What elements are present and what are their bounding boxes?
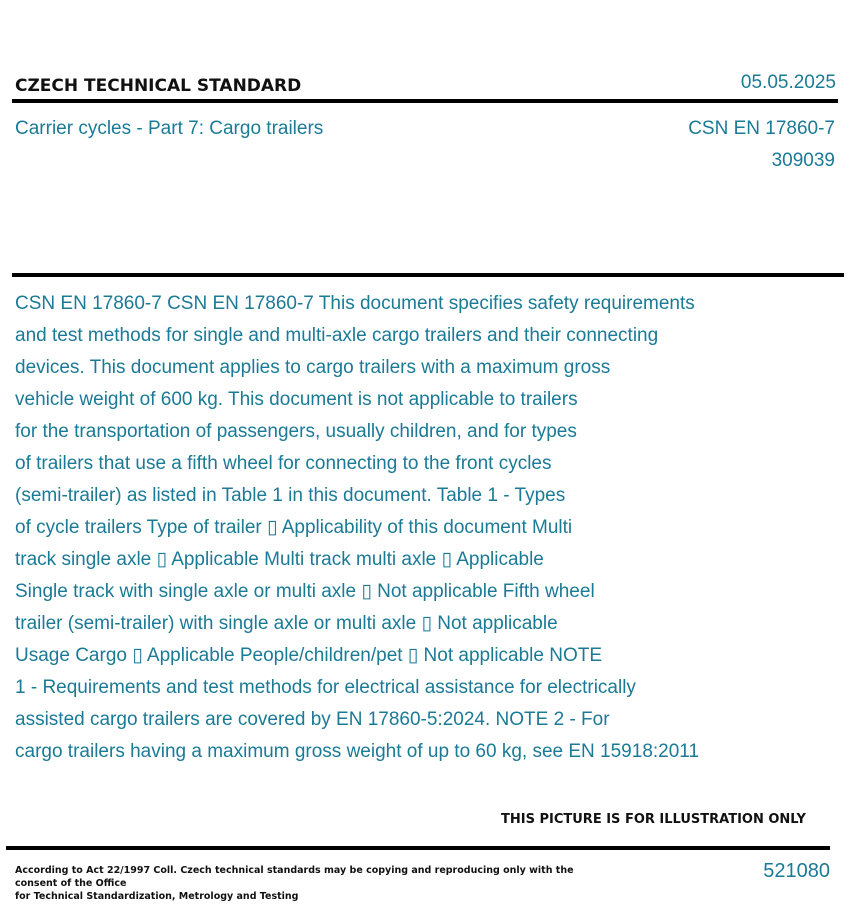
abstract-top-divider: [12, 273, 844, 277]
legal-notice-line: According to Act 22/1997 Coll. Czech technical standards may be copying and reproducing only with the consent of the Office: [15, 865, 574, 889]
abstract-line: track single axle ▯ Applicable Multi track multi axle ▯ Applicable: [15, 549, 544, 570]
abstract-line: cargo trailers having a maximum gross weight of up to 60 kg, see EN 15918:2011: [15, 741, 700, 762]
catalogue-number: 309039: [771, 150, 835, 171]
abstract-line: (semi-trailer) as listed in Table 1 in this document. Table 1 - Types: [15, 485, 566, 506]
abstract-line: trailer (semi-trailer) with single axle or multi axle ▯ Not applicable: [15, 613, 558, 634]
abstract-text: [15, 288, 815, 768]
abstract-line: for the transportation of passengers, usually children, and for types: [15, 421, 577, 442]
abstract-line: devices. This document applies to cargo trailers with a maximum gross: [15, 357, 611, 378]
standard-title: Carrier cycles - Part 7: Cargo trailers: [15, 118, 324, 139]
abstract-line: assisted cargo trailers are covered by EN 17860-5:2024. NOTE 2 - For: [15, 709, 610, 730]
header-divider: [12, 99, 838, 103]
legal-notice-line: for Technical Standardization, Metrology and Testing: [15, 891, 299, 902]
footer-divider: [6, 846, 830, 850]
abstract-line: of trailers that use a fifth wheel for connecting to the front cycles: [15, 453, 552, 474]
reference-number: 521080: [763, 860, 830, 882]
abstract-line: Single track with single axle or multi axle ▯ Not applicable Fifth wheel: [15, 581, 595, 602]
abstract-line: vehicle weight of 600 kg. This document is not applicable to trailers: [15, 389, 578, 410]
abstract-line: of cycle trailers Type of trailer ▯ Applicability of this document Multi: [15, 517, 573, 538]
abstract-line: and test methods for single and multi-axle cargo trailers and their connecting: [15, 325, 659, 346]
abstract-line: 1 - Requirements and test methods for electrical assistance for electrically: [15, 677, 636, 698]
publication-date: 05.05.2025: [740, 72, 836, 93]
illustration-disclaimer: THIS PICTURE IS FOR ILLUSTRATION ONLY: [501, 812, 806, 827]
standard-code: CSN EN 17860-7: [688, 118, 835, 139]
abstract-line: Usage Cargo ▯ Applicable People/children/pet ▯ Not applicable NOTE: [15, 645, 603, 666]
document-type-heading: CZECH TECHNICAL STANDARD: [15, 76, 302, 96]
abstract-line: CSN EN 17860-7 CSN EN 17860-7 This document specifies safety requirements: [15, 293, 695, 314]
legal-notice: [15, 864, 615, 903]
